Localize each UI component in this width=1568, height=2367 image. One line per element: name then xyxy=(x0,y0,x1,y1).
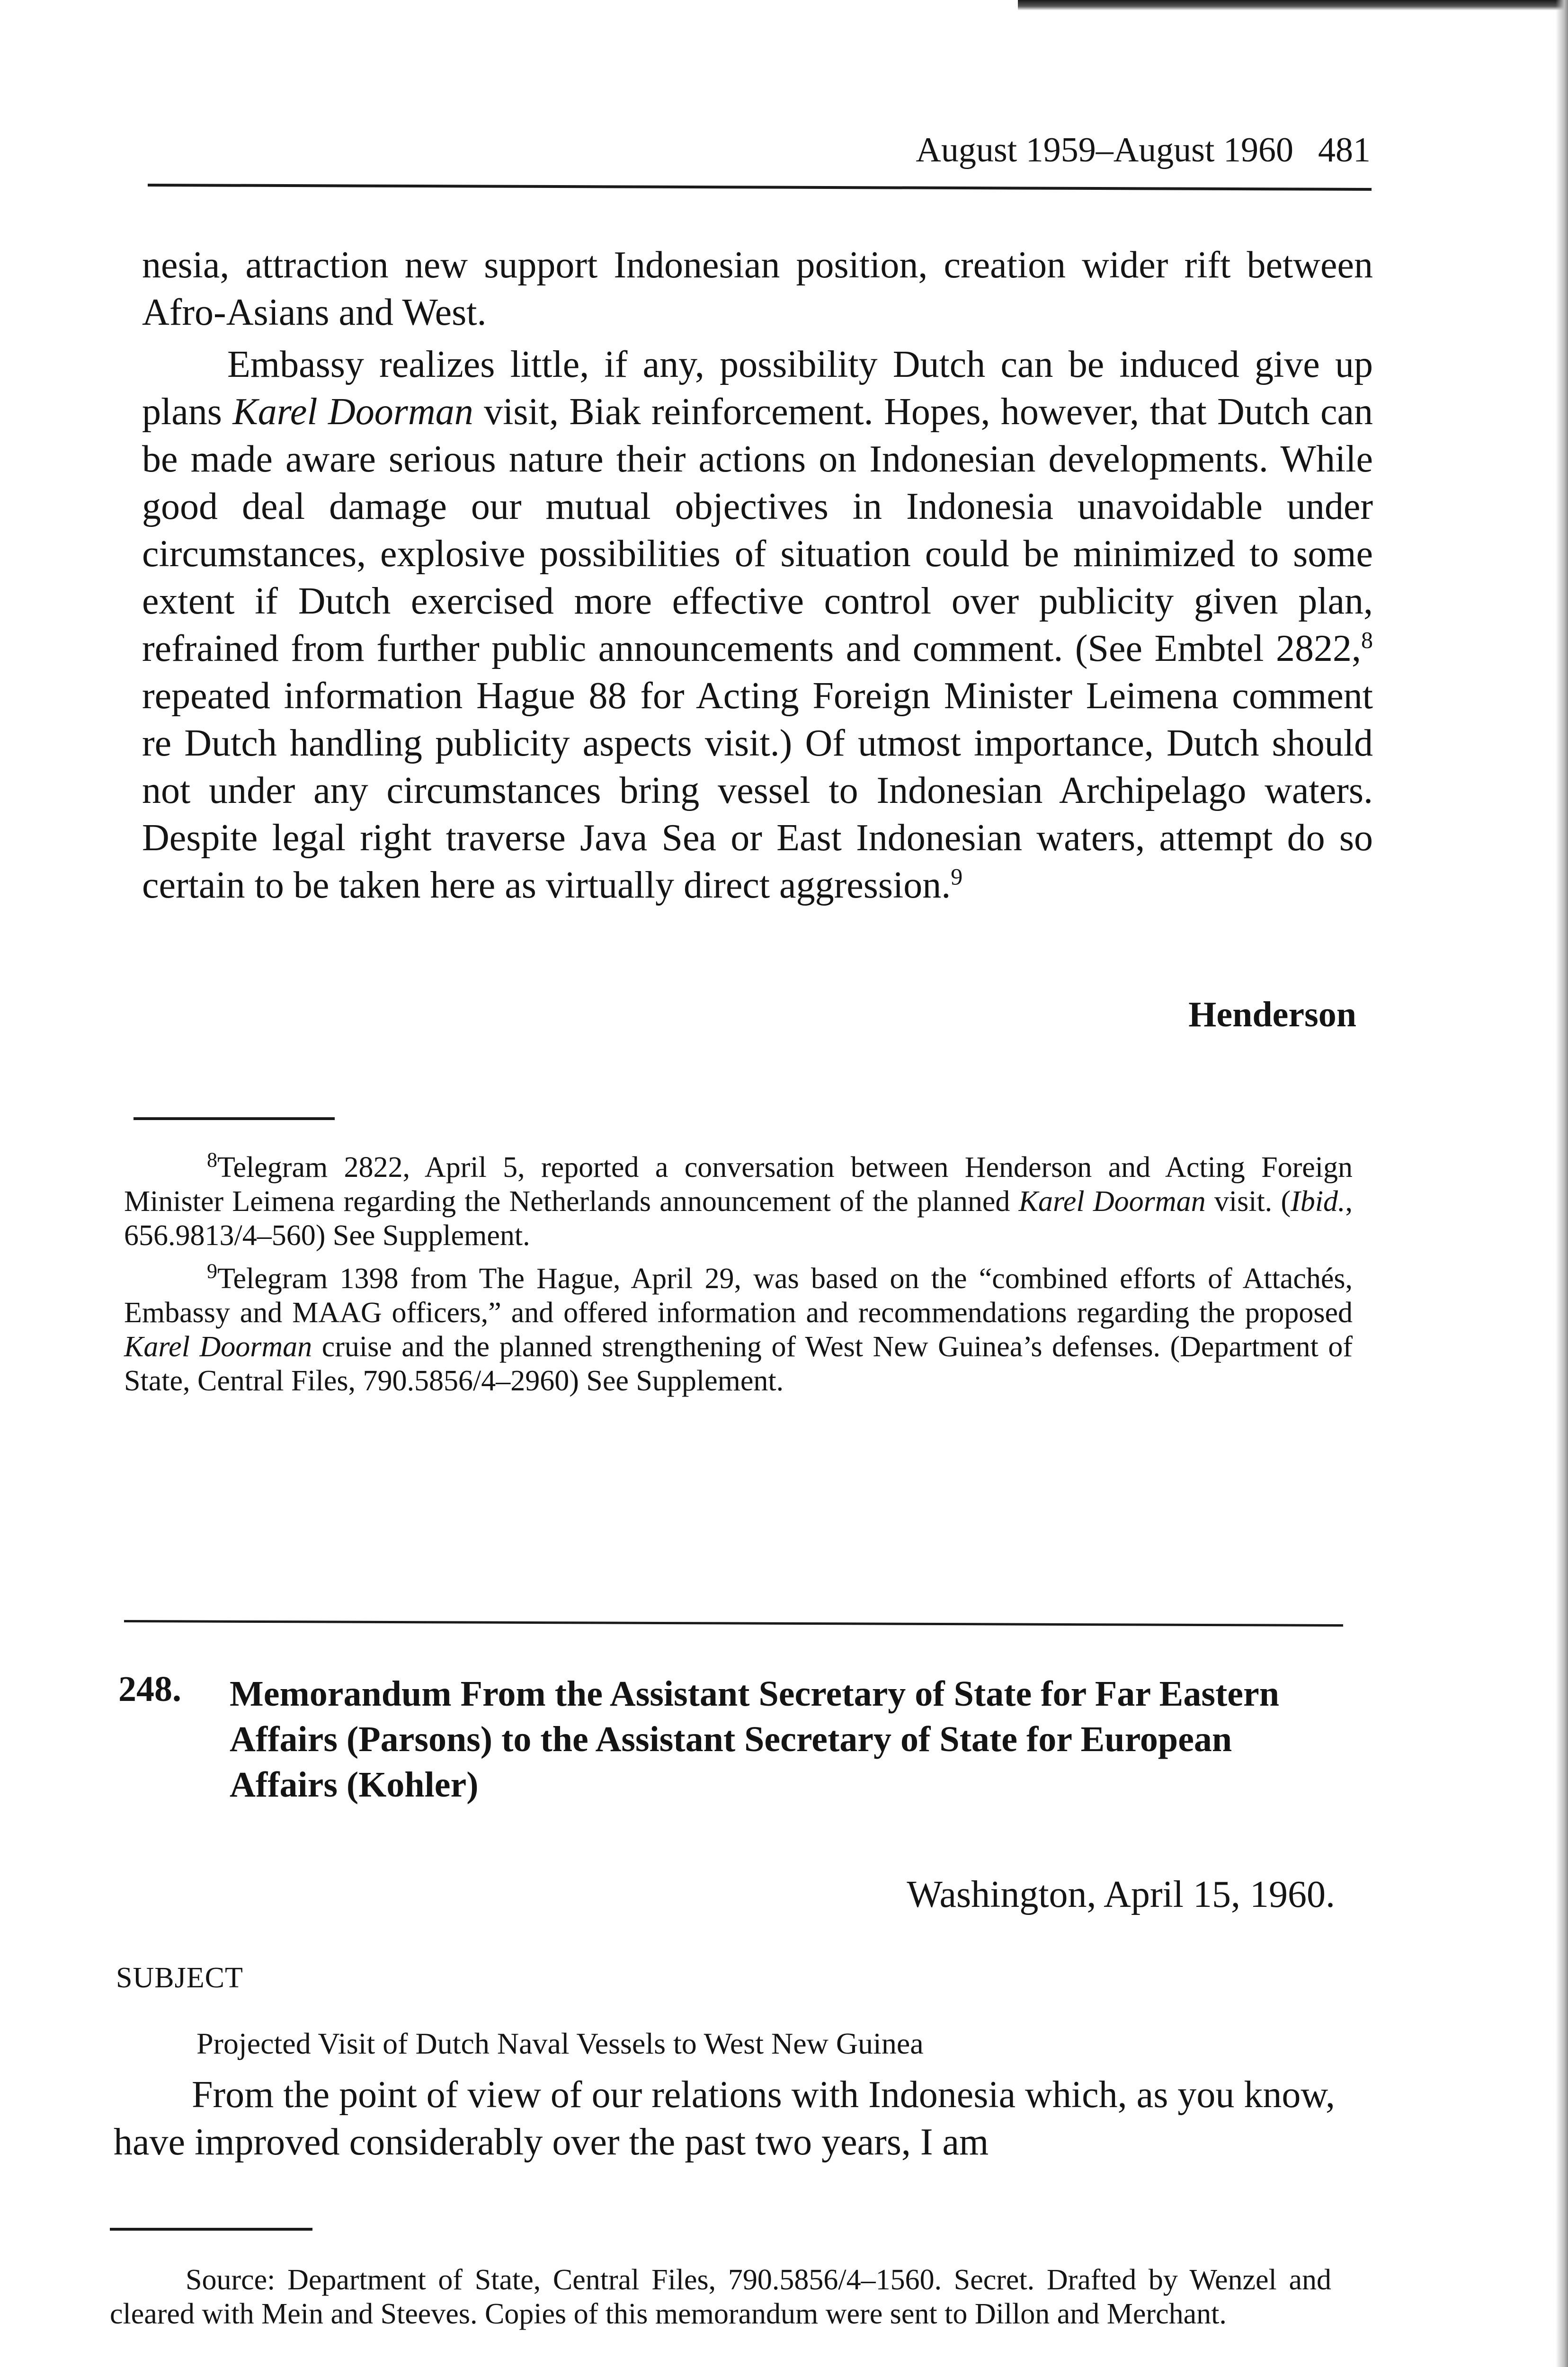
doc247-text: visit, Biak reinforcement. Hopes, however, that Dutch can be made aware serious nature their actions on Indonesian developments. While good deal damage our mutual objectives in Indonesia unavoidable under circumstances, explosive possibilities of situation could be minimized to some extent if Dutch exercised more effective control over publicity given plan, refrained from further public announcements and comment. (See Embtel 2822, xyxy=(142,391,1373,669)
footnote-text: Telegram 1398 from The Hague, April 29, was based on the “combined efforts of Attachés, Embassy and MAAG officers,” and offered information and recommendations regarding the proposed xyxy=(124,1263,1353,1329)
footnote-text: visit. ( xyxy=(1205,1185,1291,1218)
header-rule xyxy=(148,184,1372,191)
footnote-text: , 656.9813/4–560) See Supplement. xyxy=(124,1185,1353,1252)
subject-text: Projected Visit of Dutch Naval Vessels to West New Guinea xyxy=(196,2027,924,2060)
source-note: Source: Department of State, Central Files, 790.5856/4–1560. Secret. Drafted by Wenzel and cleared with Mein and Steeves. Copies of this memorandum were sent to Dillon and Merchant. xyxy=(110,2264,1331,2330)
footnote-number: 9 xyxy=(207,1259,217,1283)
signature: Henderson xyxy=(1188,995,1356,1034)
doc247-paragraph-1: nesia, attraction new support Indonesian position, creation wider rift between Afro-Asians and West. xyxy=(142,244,1373,333)
ship-name: Karel Doorman xyxy=(1018,1185,1206,1218)
footnote-text: cruise and the planned strengthening of West New Guinea’s defenses. (Department of State, Central Files, 790.5856/4–2960) See Supplement. xyxy=(124,1331,1353,1397)
page-number: 481 xyxy=(1318,131,1371,169)
footnote-ref-9: 9 xyxy=(951,863,963,890)
doc247-text: repeated information Hague 88 for Acting Foreign Minister Leimena comment re Dutch handling publicity aspects visit.) Of utmost importance, Dutch should not under any circumstances bring vessel to Indonesian Archipelago waters. Despite legal right traverse Java Sea or East Indonesian waters, attempt do so certain to be taken here as virtually direct aggression. xyxy=(142,675,1373,906)
doc247-paragraph-2 xyxy=(142,341,1373,909)
section-divider xyxy=(124,1620,1343,1627)
running-head xyxy=(805,133,1371,168)
subject-label: SUBJECT xyxy=(116,1962,243,1994)
document-number: 248. xyxy=(118,1669,181,1709)
footnote-number: 8 xyxy=(207,1148,217,1172)
ship-name: Karel Doorman xyxy=(232,391,473,433)
ship-name: Karel Doorman xyxy=(124,1331,312,1363)
dateline: Washington, April 15, 1960. xyxy=(907,1874,1335,1915)
footnote-rule xyxy=(110,2228,312,2231)
document-title: Memorandum From the Assistant Secretary of State for Far Eastern Affairs (Parsons) to the Assistant Secretary of State for European Affairs (Kohler) xyxy=(230,1674,1279,1805)
footnote-rule xyxy=(134,1117,335,1120)
footnote-9 xyxy=(124,1259,1353,1398)
doc247-text: Embassy realizes little, if any, possibility Dutch can be induced give up plans xyxy=(142,344,1373,433)
footnote-text: Telegram 2822, April 5, reported a conversation between Henderson and Acting Foreign Minister Leimena regarding the Netherlands announcement of the planned xyxy=(124,1151,1353,1218)
ibid: Ibid. xyxy=(1291,1185,1345,1218)
running-title: August 1959–August 1960 xyxy=(916,131,1293,169)
footnote-8 xyxy=(124,1150,1353,1253)
footnote-ref-8: 8 xyxy=(1361,626,1373,653)
memo-body: From the point of view of our relations with Indonesia which, as you know, have improved considerably over the past two years, I am xyxy=(114,2074,1335,2163)
